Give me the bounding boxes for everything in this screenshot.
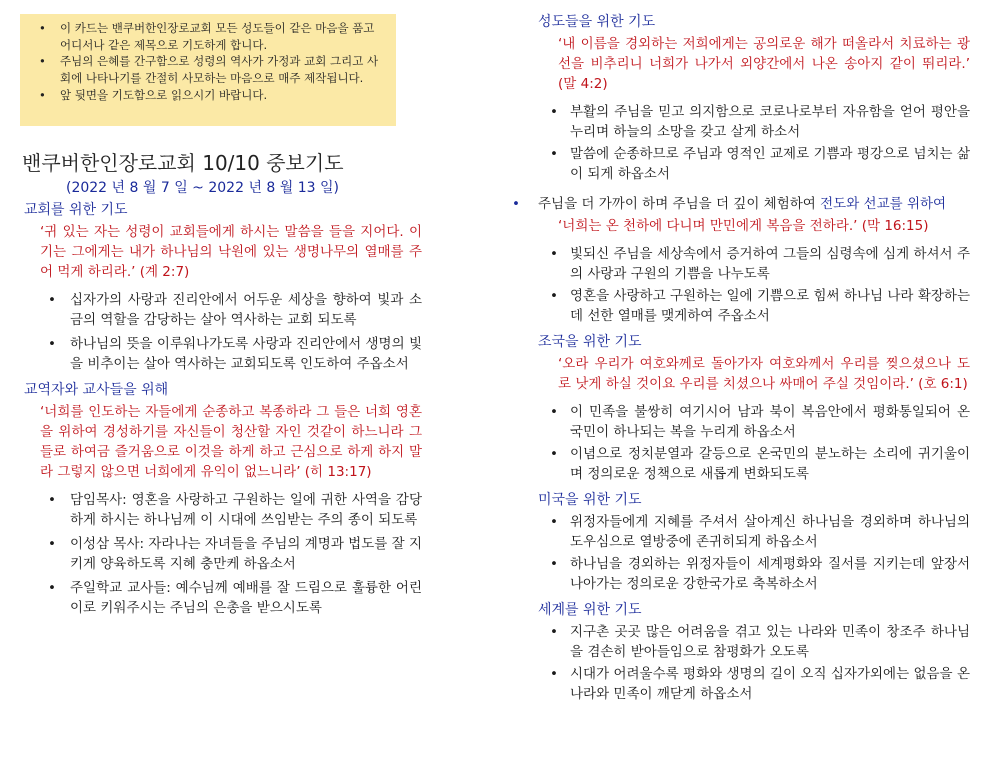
notice-box <box>20 14 396 126</box>
section-title-saints: 성도들을 위한 기도 <box>538 14 656 30</box>
world-section <box>518 600 970 704</box>
prayer-list <box>518 622 970 704</box>
bullet-icon: • <box>512 196 520 212</box>
section-title-america: 미국을 위한 기도 <box>538 492 642 508</box>
notice-list <box>30 20 386 104</box>
section-title-homeland: 조국을 위한 기도 <box>538 334 642 350</box>
left-column <box>20 150 422 624</box>
mission-heading-text: 주님을 더 가까이 하며 주님을 더 깊이 체험하여 <box>538 196 821 212</box>
section-title-mission <box>512 194 970 214</box>
date-range: (2022 년 8 월 7 일 ~ 2022 년 8 월 13 일) <box>66 180 339 196</box>
prayer-item: • 이념으로 정치분열과 갈등으로 온국민의 분노하는 소리에 귀기울이며 정의로운 정책으로 새롭게 변화되도록 <box>518 444 970 484</box>
section-title-ministers: 교역자와 교사들을 위해 <box>24 382 169 398</box>
right-column <box>512 12 970 710</box>
scripture-verse: ‘너희는 온 천하에 다니며 만민에게 복음을 전하라.’ (막 16:15) <box>558 218 929 234</box>
prayer-item: • 빛되신 주님을 세상속에서 증거하여 그들의 심령속에 심게 하셔서 주의 사랑과 구원의 기쁨을 나누도록 <box>518 244 970 284</box>
prayer-list <box>518 402 970 484</box>
mission-section <box>512 194 970 326</box>
prayer-item: • 지구촌 곳곳 많은 어려움을 겪고 있는 나라와 민족이 창조주 하나님을 겸손히 받아들임으로 참평화가 오도록 <box>518 622 970 662</box>
notice-item: • 앞 뒷면을 기도함으로 읽으시기 바랍니다. <box>30 87 386 104</box>
prayer-list <box>518 244 970 326</box>
scripture-verse: ‘오라 우리가 여호와께로 돌아가자 여호와께서 우리를 찢으셨으나 도로 낫게 하실 것이요 우리를 치셨으나 싸매어 주실 것임이라.’ (호 6:1) <box>558 356 970 392</box>
notice-item: • 주님의 은혜를 간구함으로 성령의 역사가 가정과 교회 그리고 사회에 나타나기를 간절히 사모하는 마음으로 매주 제작됩니다. <box>30 53 386 86</box>
prayer-item: • 이 민족을 불쌍히 여기시어 남과 북이 복음안에서 평화통일되어 온 국민이 하나되는 복을 누리게 하옵소서 <box>518 402 970 442</box>
mission-heading-highlight: 전도와 선교를 위하여 <box>820 196 947 212</box>
church-section <box>20 200 422 374</box>
scripture-verse: ‘귀 있는 자는 성령이 교회들에게 하시는 말씀을 들을 지어다. 이기는 그에게는 내가 하나님의 낙원에 있는 생명나무의 열매를 주어 먹게 하리라.’ (계 2:7) <box>40 224 422 280</box>
prayer-list <box>20 490 422 618</box>
scripture-verse: ‘내 이름을 경외하는 저희에게는 공의로운 해가 떠올라서 치료하는 광선을 비추리니 너희가 나가서 외양간에서 나온 송아지 같이 뛰리라.’ (말 4:2) <box>558 36 970 92</box>
prayer-item: • 주일학교 교사들: 예수님께 예배를 잘 드림으로 훌륭한 어린이로 키워주시는 주님의 은총을 받으시도록 <box>20 578 422 618</box>
section-title-church: 교회를 위한 기도 <box>24 202 128 218</box>
prayer-list <box>518 512 970 594</box>
prayer-item: • 하나님의 뜻을 이루워나가도록 사랑과 진리안에서 생명의 빛을 비추이는 살아 역사하는 교회되도록 인도하여 주옵소서 <box>20 334 422 374</box>
ministers-section <box>20 380 422 618</box>
america-section <box>518 490 970 594</box>
prayer-list <box>518 102 970 184</box>
prayer-item: • 영혼을 사랑하고 구원하는 일에 기쁨으로 힘써 하나님 나라 확장하는데 선한 열매를 맺게하여 주옵소서 <box>518 286 970 326</box>
prayer-item: • 부활의 주님을 믿고 의지함으로 코로나로부터 자유함을 얻어 평안을 누리며 하늘의 소망을 갖고 살게 하소서 <box>518 102 970 142</box>
page-title: 밴쿠버한인장로교회 10/10 중보기도 <box>22 151 344 175</box>
prayer-item: • 십자가의 사랑과 진리안에서 어두운 세상을 향하여 빛과 소금의 역할을 감당하는 살아 역사하는 교회 되도록 <box>20 290 422 330</box>
saints-section <box>518 12 970 184</box>
prayer-item: • 위정자들에게 지혜를 주셔서 살아계신 하나님을 경외하며 하나님의 도우심으로 열방중에 존귀히되게 하옵소서 <box>518 512 970 552</box>
section-title-world: 세계를 위한 기도 <box>538 602 642 618</box>
prayer-item: • 이성삼 목사: 자라나는 자녀들을 주님의 계명과 법도를 잘 지키게 양육하도록 지혜 충만케 하옵소서 <box>20 534 422 574</box>
prayer-item: • 하나님을 경외하는 위정자들이 세계평화와 질서를 지키는데 앞장서 나아가는 정의로운 강한국가로 축복하소서 <box>518 554 970 594</box>
prayer-list <box>20 290 422 374</box>
notice-item: • 이 카드는 밴쿠버한인장로교회 모든 성도들이 같은 마음을 품고 어디서나 같은 제목으로 기도하게 합니다. <box>30 20 386 53</box>
prayer-item: • 담임목사: 영혼을 사랑하고 구원하는 일에 귀한 사역을 감당하게 하시는 하나님께 이 시대에 쓰임받는 주의 종이 되도록 <box>20 490 422 530</box>
scripture-verse: ‘너희를 인도하는 자들에게 순종하고 복종하라 그 들은 너희 영혼을 위하여 경성하기를 자신들이 청산할 자인 것같이 하느니라 그들로 하여금 즐거움으로 이것을 하게 하고 근심으로 하게 하지 말라 그렇지 않으면 너희에게 유익이 없느니라’ (히 13:17) <box>40 404 422 480</box>
homeland-section <box>518 332 970 484</box>
prayer-item: • 말씀에 순종하므로 주님과 영적인 교제로 기쁨과 평강으로 넘치는 삶이 되게 하옵소서 <box>518 144 970 184</box>
prayer-item: • 시대가 어려울수록 평화와 생명의 길이 오직 십자가외에는 없음을 온 나라와 민족이 깨닫게 하옵소서 <box>518 664 970 704</box>
